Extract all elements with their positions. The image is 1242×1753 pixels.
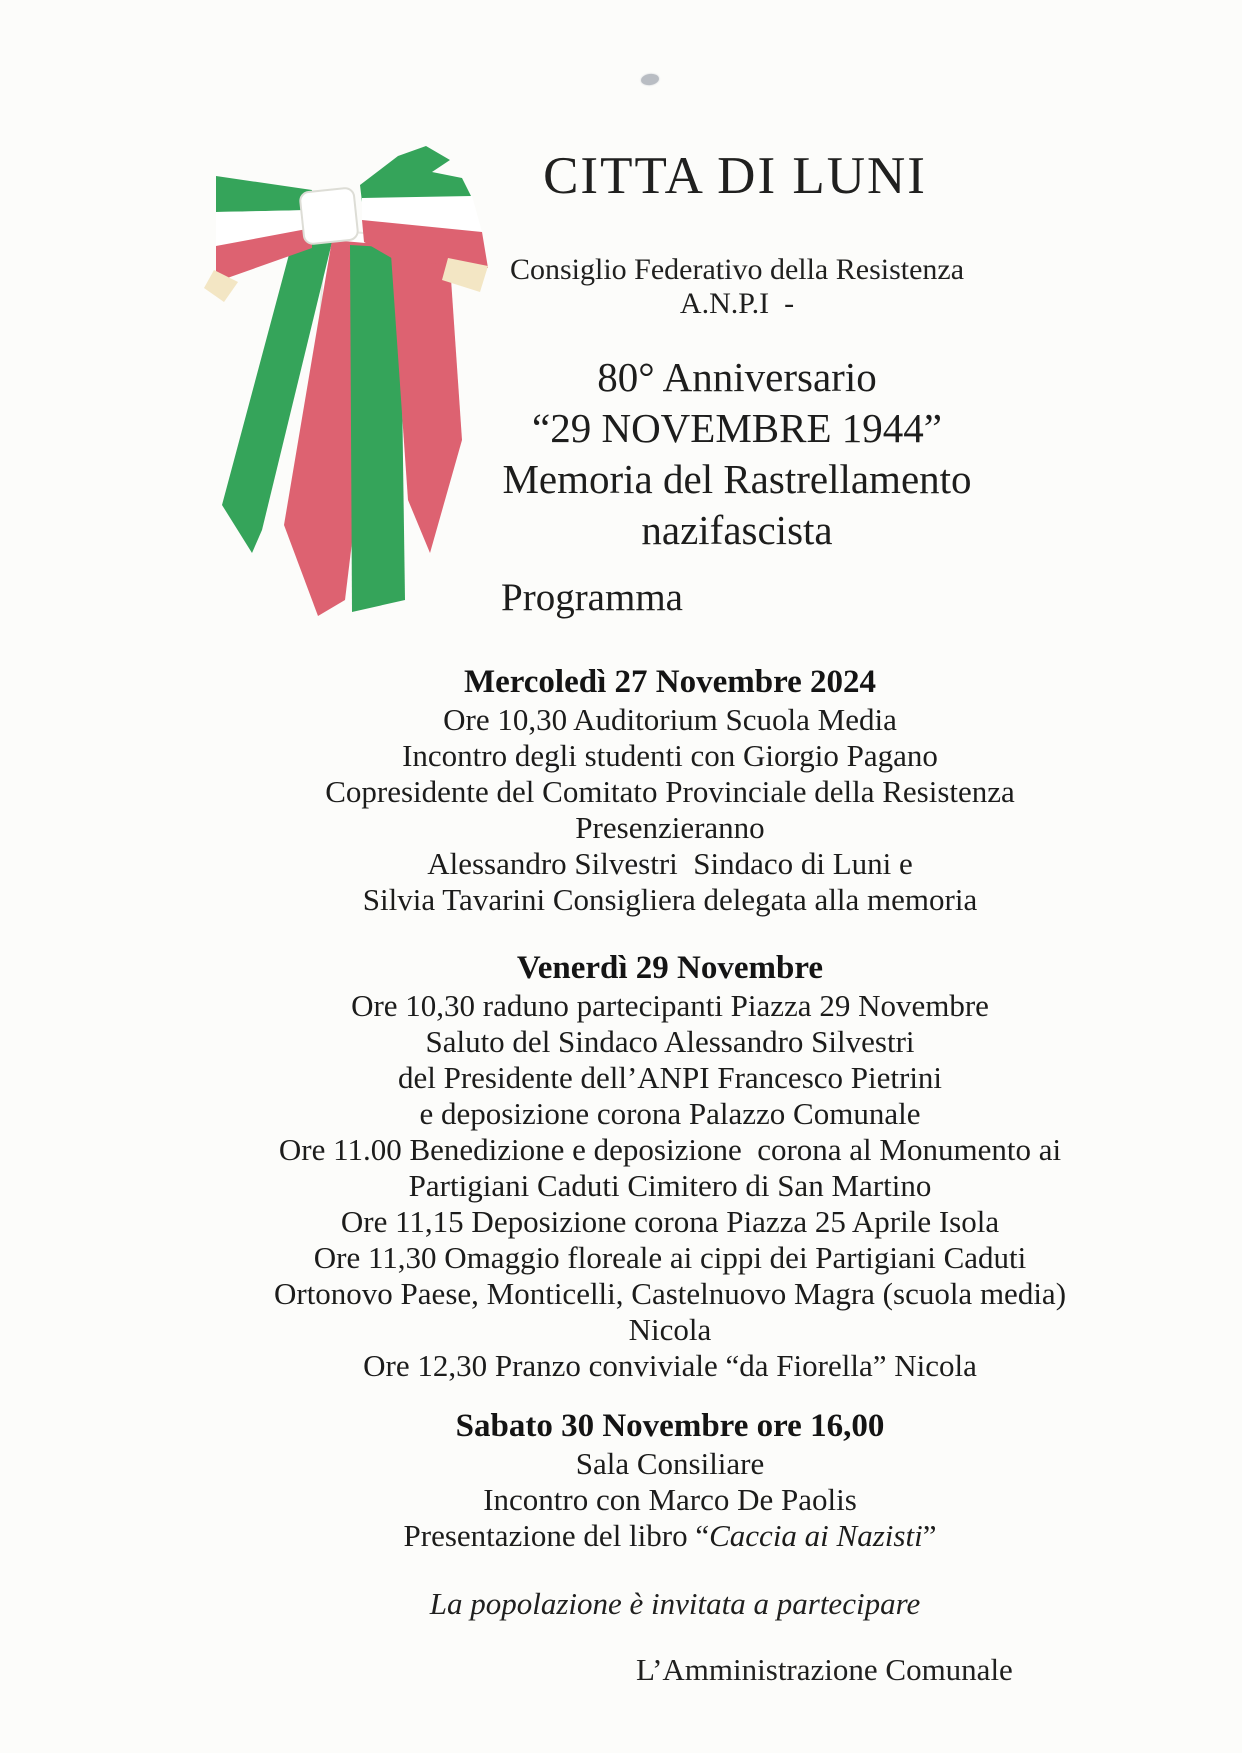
section-saturday xyxy=(404,1406,937,1554)
event-line-memoria: Memoria del Rastrellamento xyxy=(502,456,972,502)
program-line: Alessandro Silvestri Sindaco di Luni e xyxy=(427,846,913,881)
book-title: Caccia ai Nazisti xyxy=(709,1518,923,1553)
program-line: Ore 11,30 Omaggio floreale ai cippi dei Partigiani Caduti xyxy=(313,1240,1027,1275)
ribbon-right-wing-green-flap xyxy=(360,146,472,202)
program-line: Saluto del Sindaco Alessandro Silvestri xyxy=(425,1024,915,1059)
section-heading: Mercoledì 27 Novembre 2024 xyxy=(463,664,877,700)
event-title-block xyxy=(502,352,971,556)
section-heading: Sabato 30 Novembre ore 16,00 xyxy=(455,1408,885,1444)
invitation-line: La popolazione è invitata a partecipare xyxy=(429,1586,921,1621)
book-line-prefix: Presentazione del libro “ xyxy=(403,1518,710,1553)
signature-line: L’Amministrazione Comunale xyxy=(636,1652,1013,1687)
program-line: Presenzieranno xyxy=(575,810,765,845)
ribbon-knot xyxy=(299,187,358,244)
program-line: Incontro con Marco De Paolis xyxy=(483,1482,857,1517)
program-line: Ore 11.00 Benedizione e deposizione corona al Monumento ai xyxy=(278,1132,1062,1167)
section-wednesday xyxy=(325,662,1015,918)
book-line-suffix: ” xyxy=(922,1518,937,1553)
program-line: Nicola xyxy=(628,1312,712,1347)
program-label: Programma xyxy=(501,576,683,619)
event-line-anniversary: 80° Anniversario xyxy=(597,354,877,400)
section-friday xyxy=(274,948,1066,1384)
event-line-date: “29 NOVEMBRE 1944” xyxy=(532,405,942,451)
page-title: CITTA DI LUNI xyxy=(543,147,927,205)
program-line: Ore 10,30 Auditorium Scuola Media xyxy=(443,702,897,737)
program-line: Copresidente del Comitato Provinciale della Resistenza xyxy=(325,774,1015,809)
section-heading: Venerdì 29 Novembre xyxy=(516,950,824,986)
org-line-1: Consiglio Federativo della Resistenza xyxy=(509,253,965,286)
program-line: Ortonovo Paese, Monticelli, Castelnuovo Magra (scuola media) xyxy=(273,1276,1067,1311)
program-line: Partigiani Caduti Cimitero di San Martino xyxy=(408,1168,932,1203)
program-line: e deposizione corona Palazzo Comunale xyxy=(419,1096,921,1131)
ribbon-left-wing-green xyxy=(216,176,312,212)
program-line-book xyxy=(404,1518,937,1554)
program-line: Ore 12,30 Pranzo conviviale “da Fiorella” Nicola xyxy=(363,1348,977,1383)
program-line: Ore 11,15 Deposizione corona Piazza 25 Aprile Isola xyxy=(340,1204,1000,1239)
program-line: del Presidente dell’ANPI Francesco Pietrini xyxy=(397,1060,943,1095)
organization-block xyxy=(510,253,964,321)
event-line-nazifascista: nazifascista xyxy=(641,507,833,553)
program-line: Silvia Tavarini Consigliera delegata alla memoria xyxy=(362,882,978,917)
org-line-2: A.N.P.I - xyxy=(679,287,795,320)
scan-smudge xyxy=(640,73,659,86)
italian-tricolor-bow-icon xyxy=(190,140,490,630)
program-line: Sala Consiliare xyxy=(575,1446,765,1481)
program-line: Incontro degli studenti con Giorgio Pagano xyxy=(402,738,938,773)
program-line: Ore 10,30 raduno partecipanti Piazza 29 Novembre xyxy=(351,988,989,1023)
